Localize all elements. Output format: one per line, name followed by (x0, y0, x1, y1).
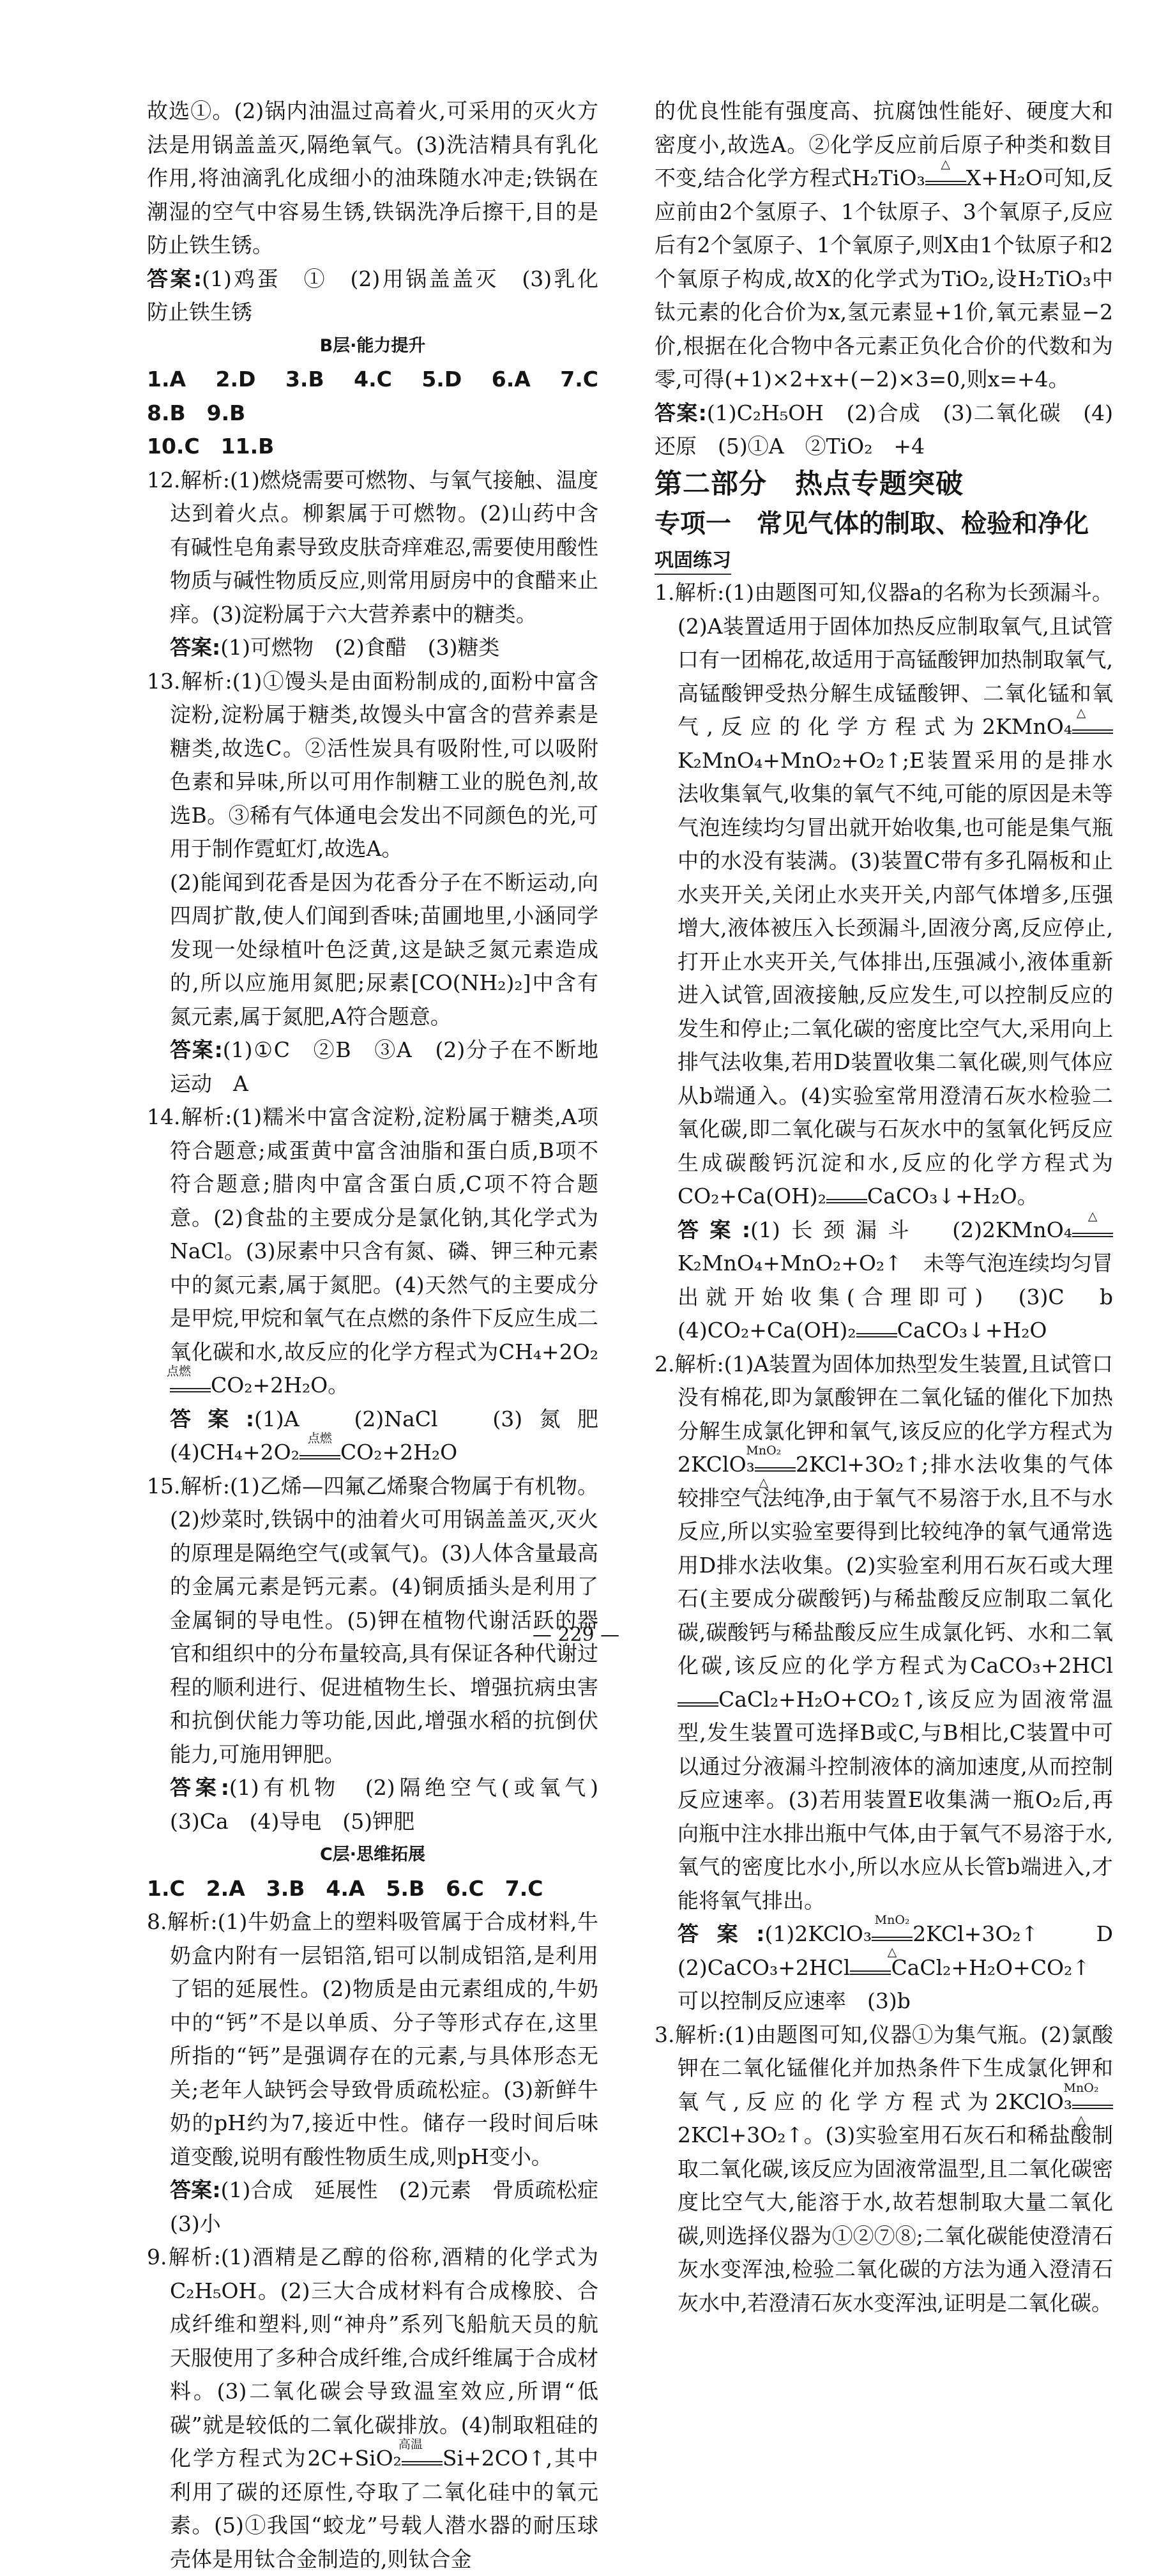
condition-text: △ (1088, 1208, 1098, 1223)
answer (147, 1771, 619, 1838)
equals-bar (299, 1455, 340, 1459)
reaction-condition (299, 1431, 340, 1459)
page-number: — 229 — (532, 1624, 620, 1646)
condition-text: MnO₂ (1063, 2080, 1099, 2095)
equals-bar (402, 2461, 443, 2465)
reaction-condition (746, 1444, 796, 1490)
question-number: 14. (147, 1104, 181, 1129)
left-column (147, 95, 620, 2576)
answer-label: 答案: (170, 1406, 255, 1431)
equals-bar (170, 1388, 211, 1392)
answer (655, 1913, 1135, 2018)
equals-bar (755, 1467, 796, 1472)
condition-text: △ (941, 157, 951, 171)
reaction-condition (1072, 1208, 1113, 1237)
question-text: 解析:(1)乙烯—四氟乙烯聚合物属于有机物。(2)炒菜时,铁锅中的油着火可用锅盖盖灭,灭火的原理是隔绝空气(或氧气)。(3)人体含量最高的金属元素是钙元素。(4)铜质插头是利用了金属铜的导电性。(5)钾在植物代谢活跃的器官和组织中的分布量较高,具有保证各种代谢过程的顺利进行、促进植物生长、增强抗病虫害和抗倒伏能力等功能,因此,增强水稻的抗倒伏能力,可施用钾肥。 (170, 1473, 598, 1767)
reaction-condition (1063, 2080, 1113, 2127)
mc-answers-row: 1.C 2.A 3.B 4.A 5.B 6.C 7.C (147, 1875, 543, 1901)
reaction-condition (872, 1913, 913, 1959)
question-text: Si+2CO↑,其中利用了碳的还原性,夺取了二氧化硅中的氧元素。(5)①我国“蛟龙”号载人潜水器的耐压球壳体是用钛合金制造的,则钛合金 (170, 2446, 598, 2572)
answer-label: 答案: (170, 1775, 229, 1800)
question-number: 3. (655, 2022, 675, 2047)
condition-text: 点燃 (307, 1431, 332, 1445)
answer-text: (1)C₂H₅OH (2)合成 (3)二氧化碳 (4)还原 (5)①A ②TiO₂ +4 (655, 400, 1113, 459)
question-text: 2KCl+3O₂↑;排水法收集的气体较排空气法纯净,由于氧气不易溶于水,且不与水反应,所以实验室要得到比较纯净的氧气通常选用D排水法收集。(2)实验室利用石灰石或大理石(主要成分碳酸钙)与稀盐酸反应制取二氧化碳,碳酸钙与稀盐酸反应生成氯化钙、水和二氧化碳,该反应的化学方程式为CaCO₃+2HCl (678, 1452, 1113, 1678)
answer-text: 2KCl+3O₂↑ D (2)CaCO₃+2HCl (678, 1921, 1135, 1980)
question-number: 9. (147, 2244, 167, 2269)
answer-text: (1)2KClO₃ (764, 1921, 872, 1946)
equals-bar (678, 1702, 718, 1707)
reaction-condition (166, 1364, 211, 1392)
question-15 (147, 1470, 598, 1772)
question-number: 8. (147, 1909, 167, 1934)
answer-text: (1)鸡蛋 ① (2)用锅盖盖灭 (3)乳化 防止铁生锈 (147, 266, 620, 324)
answer-label: 答案: (170, 1037, 223, 1062)
answer-text: (1)有机物 (2)隔绝空气(或氧气) (3)Ca (4)导电 (5)钾肥 (170, 1775, 619, 1834)
mc-answers-row: 10.C 11.B (147, 434, 275, 459)
answer (147, 263, 620, 330)
right-column (655, 95, 1135, 2320)
question-text: 解析:(1)①馒头是由面粉制成的,面粉中富含淀粉,淀粉属于糖类,故馒头中富含的营养素是糖类,故选C。②活性炭具有吸附性,可以吸附色素和异味,所以可用作制糖工业的脱色剂,故选B。③稀有气体通电会发出不同颜色的光,可用于制作霓虹灯,故选A。 (170, 668, 598, 861)
question-text: 解析:(1)由题图可知,仪器①为集气瓶。(2)氯酸钾在二氧化锰催化并加热条件下生成氯化钾和氧气,反应的化学方程式为2KClO₃ (674, 2022, 1113, 2114)
question-12 (147, 464, 598, 632)
reaction-equals (856, 1324, 897, 1338)
answer (147, 2174, 619, 2241)
paragraph-text: 的优良性能有强度高、抗腐蚀性能好、硬度大和密度小,故选A。②化学反应前后原子种类和数目不变,结合化学方程式H₂TiO₃ (655, 98, 1113, 190)
topic-title: 专项一 常见气体的制取、检验和净化 (655, 508, 1089, 538)
question-text: 解析:(1)燃烧需要可燃物、与氧气接触、温度达到着火点。柳絮属于可燃物。(2)山药中含有碱性皂角素导致皮肤奇痒难忍,需要使用酸性物质与碱性物质反应,则常用厨房中的食醋来止痒。(3)淀粉属于六大营养素中的糖类。 (170, 467, 598, 627)
question-text: 解析:(1)由题图可知,仪器a的名称为长颈漏斗。(2)A装置适用于固体加热反应制取氧气,且试管口有一团棉花,故适用于高锰酸钾加热制取氧气,高锰酸钾受热分解生成锰酸钾、二氧化锰和氧气,反应的化学方程式为2KMnO₄ (674, 580, 1113, 739)
answer-label: 答案: (678, 1217, 751, 1242)
condition-text: MnO₂ (746, 1444, 782, 1458)
section-heading-c: C层·思维拓展 (319, 1845, 426, 1864)
answer-text: (1)可燃物 (2)食醋 (3)糖类 (220, 635, 500, 660)
mc-answers-row: 1.A 2.D 3.B 4.C 5.D 6.A 7.C 8.B 9.B (147, 367, 619, 425)
answer-text: (1)A (2)NaCl (3)氮肥 (4)CH₄+2O₂ (170, 1406, 619, 1465)
question-text: 解析:(1)A装置为固体加热型发生装置,且试管口没有棉花,即为氯酸钾在二氧化锰的催化下加热分解生成氯化钾和氧气,该反应的化学方程式为2KClO₃ (674, 1351, 1113, 1477)
answer-text: CO₂+2H₂O (340, 1440, 458, 1465)
question-number: 1. (655, 580, 675, 605)
question-number: 13. (147, 668, 181, 694)
condition-text: 高温 (398, 2437, 423, 2451)
question-text: 解析:(1)酒精是乙醇的俗称,酒精的化学式为C₂H₅OH。(2)三大合成材料有合成橡胶、合成纤维和塑料,则“神舟”系列飞船航天员的航天服使用了多种合成纤维,合成纤维属于合成材料。(3)二氧化碳会导致温室效应,所谓“低碳”就是较低的二氧化碳排放。(4)制取粗硅的化学方程式为2C+SiO₂ (167, 2244, 598, 2471)
answer-label: 答案: (170, 2177, 221, 2202)
answer (655, 397, 1113, 464)
question-9 (147, 2241, 598, 2576)
equals-bar (1072, 1233, 1113, 1237)
answer-text: (1)合成 延展性 (2)元素 骨质疏松症 (3)小 (170, 2177, 619, 2236)
answer-label: 答案: (655, 400, 707, 425)
question-text: CaCl₂+H₂O+CO₂↑,该反应为固液常温型,发生装置可选择B或C,与B相比,C装置中可以通过分液漏斗控制液体的滴加速度,从而控制反应速率。(3)若用装置E收集满一瓶O₂后,再向瓶中注水排出瓶中气体,由于氧气不易溶于水,氧气的密度比水小,所以水应从长管b端进入,才能将氧气排出。 (678, 1686, 1113, 1913)
condition-text: 点燃 (166, 1364, 191, 1378)
equals-bar (826, 1199, 867, 1203)
question-number: 15. (147, 1473, 181, 1498)
answer-text: (1)①C ②B ③A (2)分子在不断地运动 A (170, 1037, 598, 1096)
reaction-condition (1072, 706, 1113, 734)
answer (147, 1403, 619, 1470)
answer (147, 1033, 598, 1101)
question-number: 12. (147, 467, 181, 492)
equals-bar (856, 1333, 897, 1338)
answer-text: CaCl₂+H₂O+CO₂↑ 可以控制反应速率 (3)b (678, 1955, 1111, 2013)
equals-bar (872, 1937, 913, 1941)
reaction-equals (850, 1962, 891, 1975)
answer-label: 答案: (678, 1921, 765, 1946)
question-13 (147, 665, 598, 866)
condition-text: △ (1076, 706, 1086, 720)
paragraph-text: X+H₂O可知,反应前由2个氢原子、1个钛原子、3个氧原子,反应后有2个氢原子、1个氧原子,则X由1个钛原子和2个氧原子构成,故X的化学式为TiO₂,设H₂TiO₃中钛元素的化合价为x,氢元素显+1价,氧元素显−2价,根据在化合物中各元素正负化合价的代数和为零,可得(+1)×2+x+(−2)×3=0,则x=+4。 (655, 165, 1113, 392)
equals-bar (925, 181, 966, 185)
condition-text: △ (759, 1475, 769, 1490)
answer-text: K₂MnO₄+MnO₂+O₂↑ 未等气泡连续均匀冒出就开始收集(合理即可) (3)C b (4)CO₂+Ca(OH)₂ (678, 1251, 1134, 1343)
paragraph (655, 95, 1113, 397)
answer (147, 631, 598, 665)
question-text: CO₂+2H₂O。 (211, 1373, 349, 1398)
reaction-condition (398, 2437, 443, 2465)
answer-label: 答案: (170, 635, 221, 660)
equals-bar (850, 1970, 891, 1975)
part-title: 第二部分 热点专题突破 (655, 468, 964, 500)
answer-text: CaCO₃↓+H₂O (897, 1318, 1047, 1343)
paragraph: 故选①。(2)锅内油温过高着火,可采用的灭火方法是用锅盖盖灭,隔绝氧气。(3)洗洁精具有乳化作用,将油滴乳化成细小的油珠随水冲走;铁锅在潮湿的空气中容易生锈,铁锅洗净后擦干,目的是防止铁生锈。 (147, 98, 598, 257)
question-8 (147, 1905, 598, 2174)
reaction-condition (925, 157, 966, 185)
section-heading-b: B层·能力提升 (319, 335, 426, 356)
reaction-equals (826, 1190, 867, 1203)
condition-text: △ (1076, 2112, 1086, 2127)
question-3 (655, 2018, 1113, 2321)
answer (655, 1208, 1134, 1348)
answer-text: (1)长颈漏斗 (2)2KMnO₄ (750, 1217, 1072, 1242)
question-text: CaCO₃↓+H₂O。 (867, 1184, 1038, 1208)
answer-label: 答案: (147, 266, 202, 291)
question-text: 解析:(1)糯米中富含淀粉,淀粉属于糖类,A项符合题意;咸蛋黄中富含油脂和蛋白质,B项不符合题意;腊肉中富含蛋白质,C项不符合题意。(2)食盐的主要成分是氯化钠,其化学式为NaCl。(3)尿素中只含有氮、磷、钾三种元素中的氮元素,属于氮肥。(4)天然气的主要成分是甲烷,甲烷和氧气在点燃的条件下反应生成二氧化碳和水,故反应的化学方程式为CH₄+2O₂ (170, 1104, 598, 1364)
reaction-equals (678, 1693, 718, 1707)
question-text: 2KCl+3O₂↑。(3)实验室用石灰石和稀盐酸制取二氧化碳,该反应为固液常温型,且二氧化碳密度比空气大,能溶于水,故若想制取大量二氧化碳,则选择仪器为①②⑦⑧;二氧化碳能使澄清石灰水变浑浊,检验二氧化碳的方法为通入澄清石灰水中,若澄清石灰水变浑浊,证明是二氧化碳。 (678, 2123, 1113, 2315)
question-14 (147, 1101, 598, 1403)
condition-text: △ (887, 1945, 897, 1959)
section-label: 巩固练习 (655, 548, 731, 575)
question-number: 2. (655, 1351, 675, 1376)
equals-bar (1072, 2105, 1113, 2109)
question-1 (655, 576, 1113, 1214)
question-text: 解析:(1)牛奶盒上的塑料吸管属于合成材料,牛奶盒内附有一层铝箔,铝可以制成铝箔,是利用了铝的延展性。(2)物质是由元素组成的,牛奶中的“钙”不是以单质、分子等形式存在,这里所指的“钙”是强调存在的元素,与具体形态无关;老年人缺钙会导致骨质疏松症。(3)新鲜牛奶的pH约为7,接近中性。储存一段时间后味道变酸,说明有酸性物质生成,则pH变小。 (167, 1909, 598, 2169)
question-text: K₂MnO₄+MnO₂+O₂↑;E装置采用的是排水法收集氧气,收集的氧气不纯,可能的原因是未等气泡连续均匀冒出就开始收集,也可能是集气瓶中的水没有装满。(3)装置C带有多孔隔板和止水夹开关,关闭止水夹开关,内部气体增多,压强增大,液体被压入长颈漏斗,固液分离,反应停止,打开止水夹开关,气体排出,压强减小,液体重新进入试管,固液接触,反应发生,可以控制反应的发生和停止;二氧化碳的密度比空气大,采用向上排气法收集,若用D装置收集二氧化碳,则气体应从b端通入。(4)实验室常用澄清石灰水检验二氧化碳,即二氧化碳与石灰水中的氢氧化钙反应生成碳酸钙沉淀和水,反应的化学方程式为CO₂+Ca(OH)₂ (678, 747, 1113, 1208)
equals-bar (1072, 729, 1113, 734)
question-13-part2: (2)能闻到花香是因为花香分子在不断运动,向四周扩散,使人们闻到香味;苗圃地里,小涵同学发现一处绿植叶色泛黄,这是缺乏氮元素造成的,所以应施用氮肥;尿素[CO(NH₂)₂]中含有氮元素,属于氮肥,A符合题意。 (170, 869, 598, 1029)
condition-text: MnO₂ (874, 1913, 910, 1927)
